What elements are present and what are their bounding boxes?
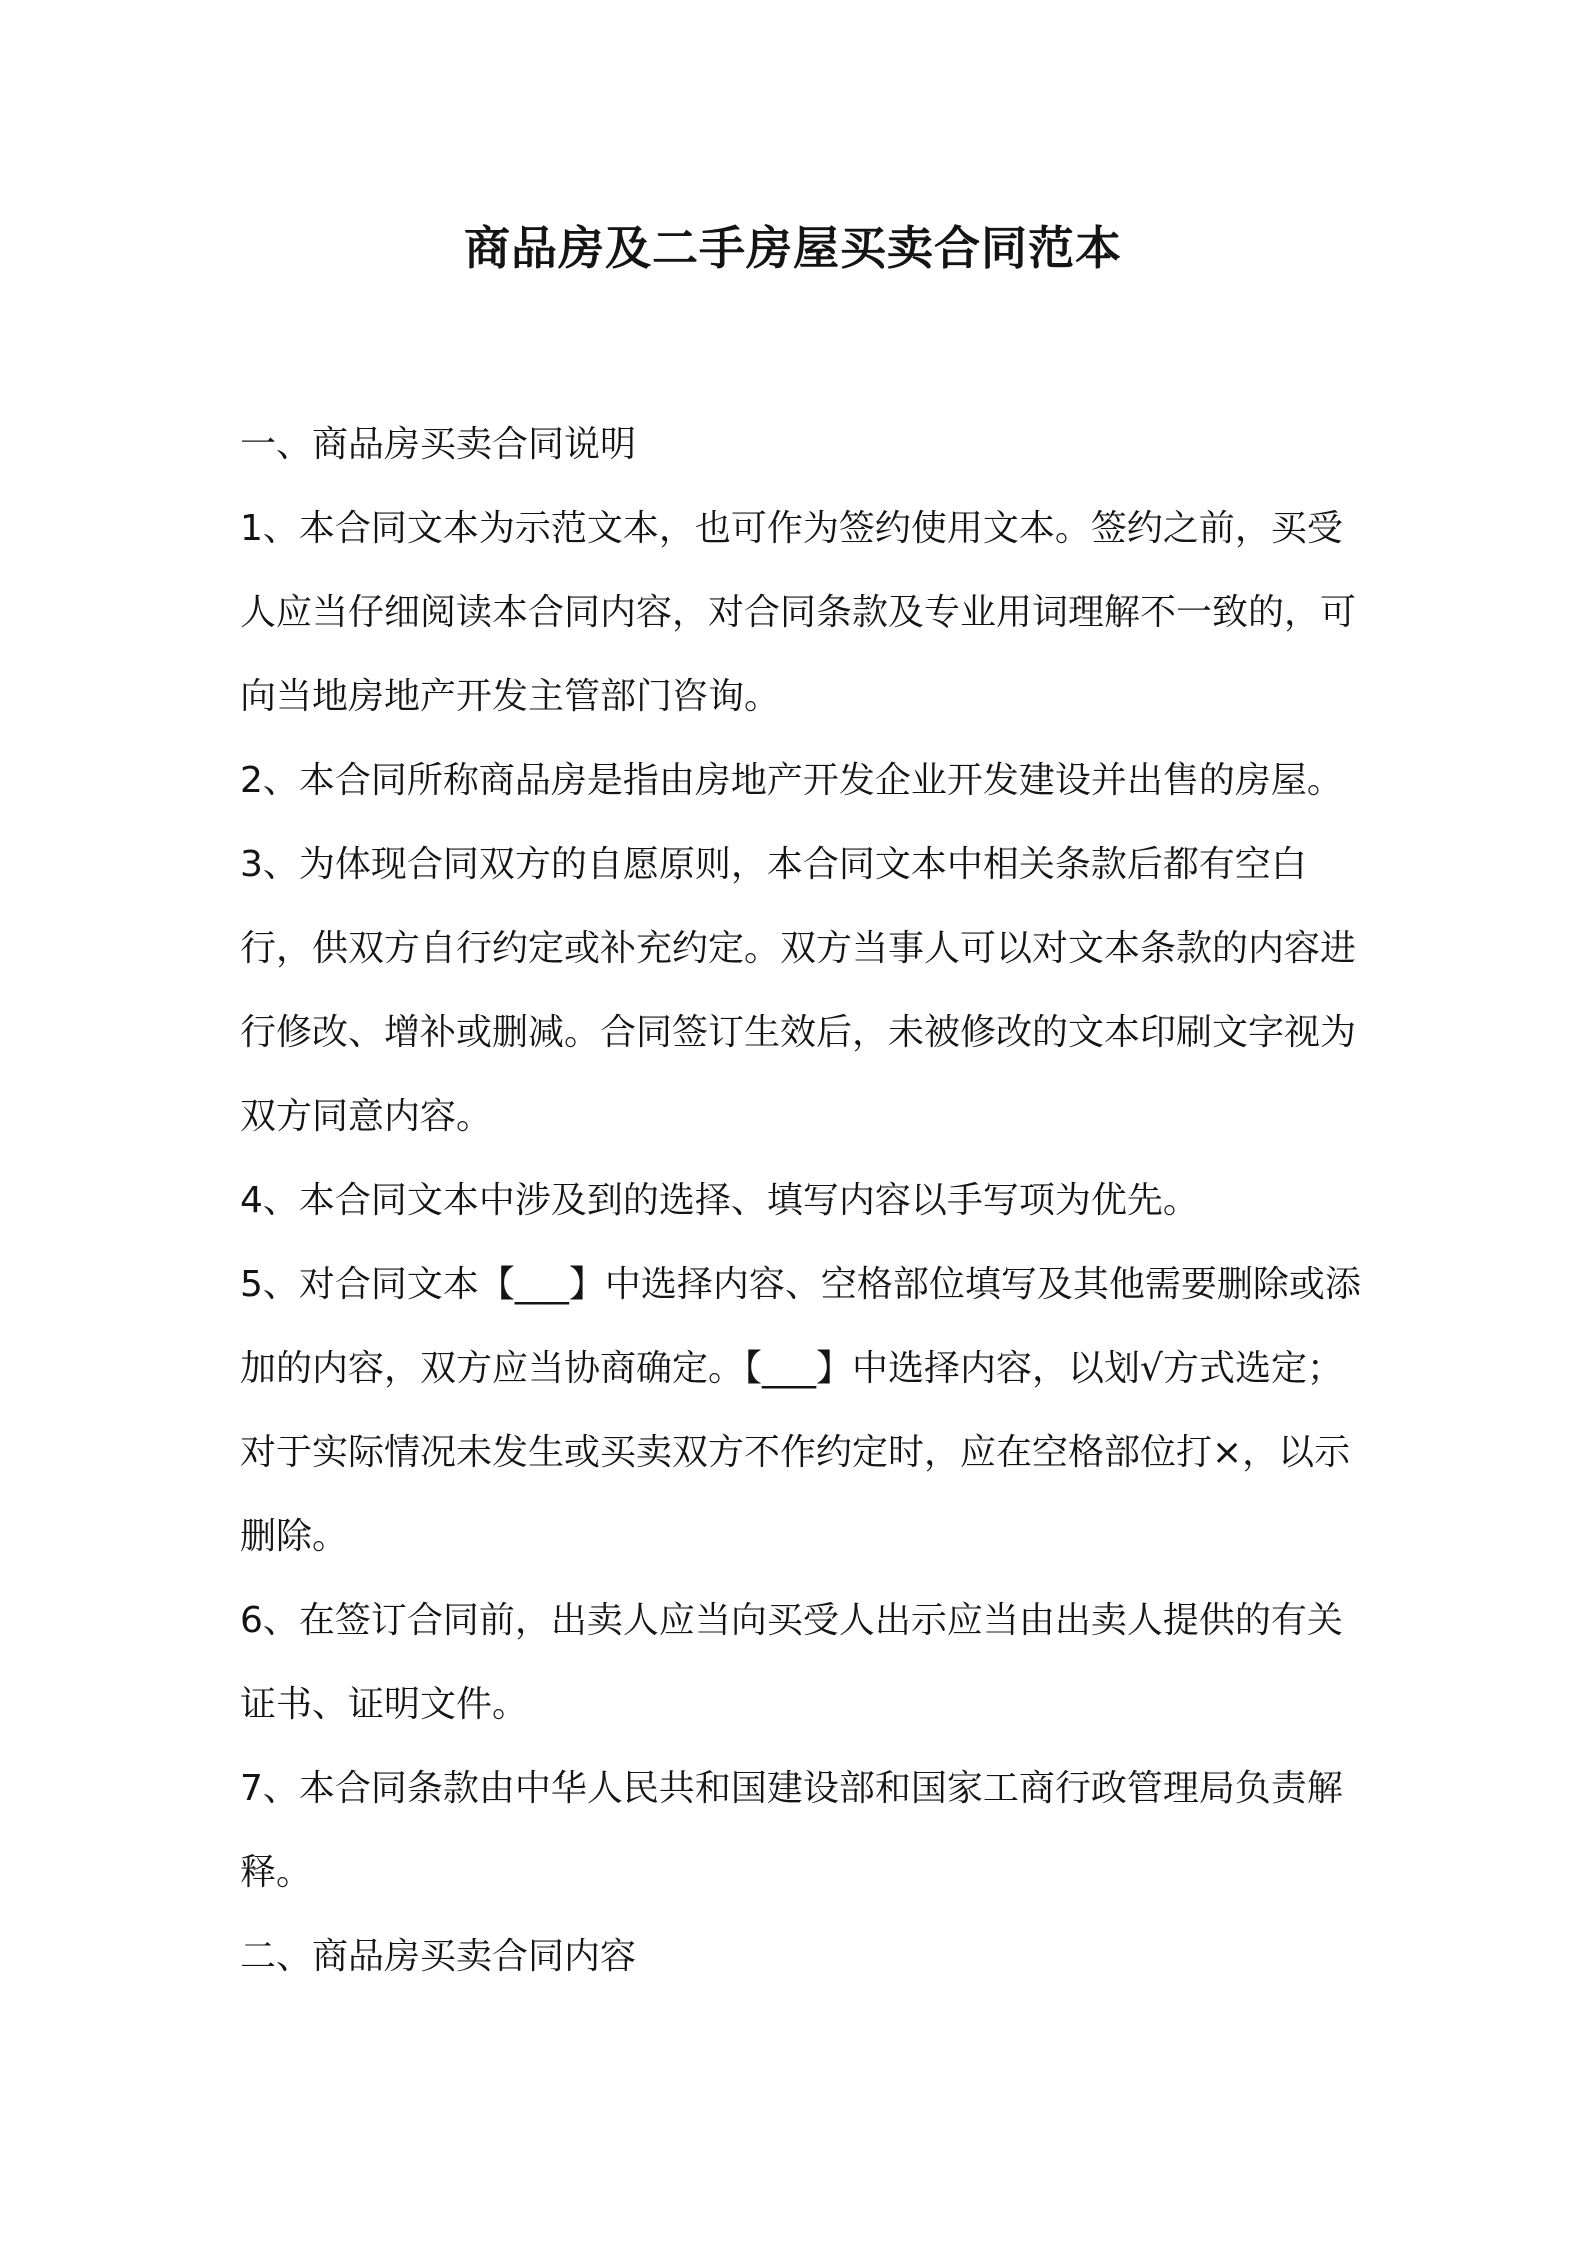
clause-7: 7、本合同条款由中华人民共和国建设部和国家工商行政管理局负责解释。	[240, 1768, 1343, 1893]
clause-2: 2、本合同所称商品房是指由房地产开发企业开发建设并出售的房屋。	[240, 760, 1343, 801]
section-heading-explanation: 一、商品房买卖合同说明	[240, 424, 637, 465]
clause-4: 4、本合同文本中涉及到的选择、填写内容以手写项为优先。	[240, 1180, 1199, 1221]
clause-6: 6、在签订合同前，出卖人应当向买受人出示应当由出卖人提供的有关证书、证明文件。	[240, 1600, 1343, 1725]
document-body	[240, 403, 1370, 1999]
clause-5: 5、对合同文本【___】中选择内容、空格部位填写及其他需要删除或添加的内容，双方应当协商确定。【___】中选择内容，以划√方式选定；对于实际情况未发生或买卖双方不作约定时，应在空格部位打×，以示删除。	[240, 1264, 1361, 1557]
clause-1: 1、本合同文本为示范文本，也可作为签约使用文本。签约之前，买受人应当仔细阅读本合同内容，对合同条款及专业用词理解不一致的，可向当地房地产开发主管部门咨询。	[240, 508, 1357, 717]
section-heading-contents: 二、商品房买卖合同内容	[240, 1936, 637, 1977]
clause-3: 3、为体现合同双方的自愿原则，本合同文本中相关条款后都有空白行，供双方自行约定或补充约定。双方当事人可以对文本条款的内容进行修改、增补或删减。合同签订生效后，未被修改的文本印刷文字视为双方同意内容。	[240, 844, 1357, 1137]
document-title: 商品房及二手房屋买卖合同范本	[464, 221, 1122, 275]
